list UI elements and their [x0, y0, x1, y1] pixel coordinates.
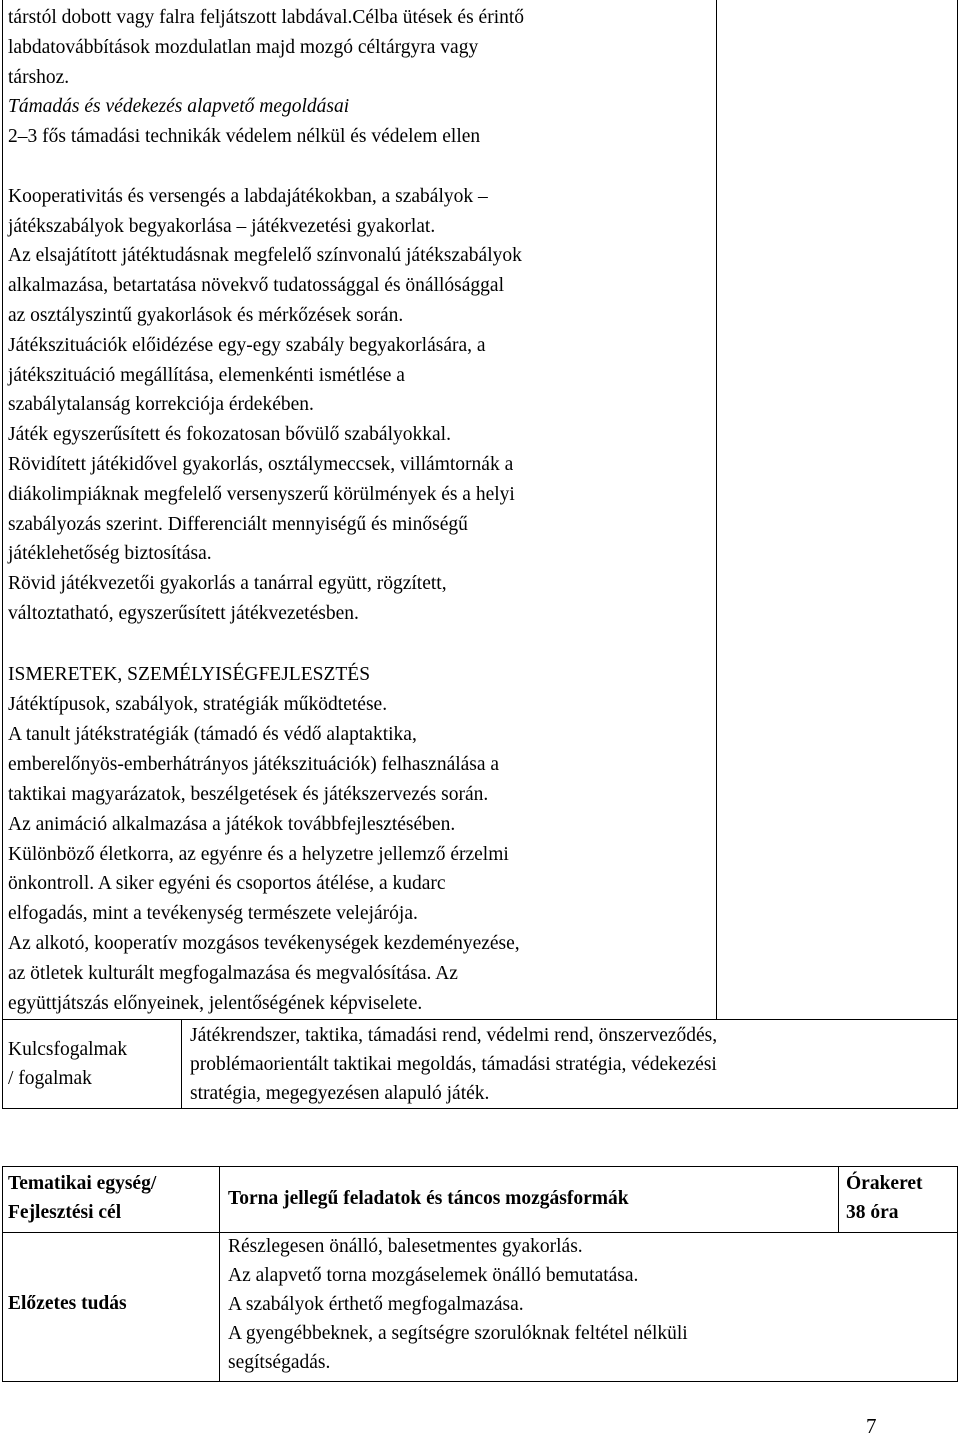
text-line: Az alapvető torna mozgáselemek önálló bemutatása.: [228, 1265, 639, 1286]
text-line: önkontroll. A siker egyéni és csoportos átélése, a kudarc: [8, 873, 446, 895]
text-line: problémaorientált taktikai megoldás, támadási stratégia, védekezési: [190, 1053, 717, 1075]
kulcsfogalmak-label: Kulcsfogalmak: [8, 1039, 128, 1060]
lower-table-bottom-border: [2, 1381, 958, 1382]
text-line: Játéktípusok, szabályok, stratégiák működtetése.: [8, 694, 388, 715]
text-line: együttjátszás előnyeinek, jelentőségének képviselete.: [8, 993, 423, 1014]
tematikai-label: Tematikai egység/: [8, 1173, 157, 1194]
text-line: Részlegesen önálló, balesetmentes gyakorlás.: [228, 1236, 583, 1257]
upper-table-divider: [716, 0, 717, 1019]
text-line: játéklehetőség biztosítása.: [8, 543, 212, 565]
text-line: 2–3 fős támadási technikák védelem nélkül és védelem ellen: [8, 126, 481, 148]
text-line: Rövid játékvezetői gyakorlás a tanárral együtt, rögzített,: [8, 573, 447, 595]
text-line: alkalmazása, betartatása növekvő tudatossággal és önállósággal: [8, 275, 504, 297]
text-line: szabályozás szerint. Differenciált mennyiségű és minőségű: [8, 513, 468, 535]
text-line: társhoz.: [8, 66, 70, 88]
text-line: változtatható, egyszerűsített játékvezetésben.: [8, 603, 359, 624]
text-line: elfogadás, mint a tevékenység természete velejárója.: [8, 903, 418, 925]
text-line: A szabályok érthető megfogalmazása.: [228, 1294, 524, 1315]
kulcsfogalmak-label-2: / fogalmak: [8, 1068, 92, 1089]
kulcsfogalmak-divider: [181, 1019, 182, 1108]
page-number: 7: [866, 1414, 877, 1438]
text-line: A gyengébbeknek, a segítségre szorulóknak feltétel nélküli: [228, 1323, 688, 1344]
elozetes-tudas-label: Előzetes tudás: [8, 1293, 127, 1314]
orakeret-label: Órakeret: [846, 1173, 923, 1194]
text-line: társtól dobott vagy falra feljátszott labdával.Célba ütések és érintő: [8, 7, 525, 28]
text-line: Rövidített játékidővel gyakorlás, osztálymeccsek, villámtornák a: [8, 454, 514, 475]
upper-table-bottom-border: [2, 1108, 958, 1109]
text-line: az osztályszintű gyakorlások és mérkőzések során.: [8, 305, 404, 326]
tematikai-title: Torna jellegű feladatok és táncos mozgásformák: [228, 1188, 629, 1209]
text-line: az ötletek kulturált megfogalmazása és megvalósítása. Az: [8, 963, 458, 985]
text-line: stratégia, megegyezésen alapuló játék.: [190, 1082, 490, 1104]
text-line: szabálytalanság korrekciója érdekében.: [8, 394, 314, 416]
text-line: diákolimpiáknak megfelelő versenyszerű körülmények és a helyi: [8, 483, 515, 505]
ismeretek-heading: ISMERETEK, SZEMÉLYISÉGFEJLESZTÉS: [8, 664, 371, 685]
upper-table-left-border: [2, 0, 3, 1108]
text-line: Játékszituációk előidézése egy-egy szabály begyakorlására, a: [8, 334, 486, 356]
text-line: Támadás és védekezés alapvető megoldásai: [8, 96, 350, 118]
fejlesztesi-cel-label: Fejlesztési cél: [8, 1202, 122, 1223]
text-line: labdatovábbítások mozdulatlan majd mozgó céltárgyra vagy: [8, 36, 479, 58]
lower-table-divider: [219, 1166, 220, 1382]
text-line: Játékrendszer, taktika, támadási rend, védelmi rend, önszerveződés,: [190, 1025, 718, 1046]
text-line: Az elsajátított játéktudásnak megfelelő színvonalú játékszabályok: [8, 245, 522, 267]
text-line: taktikai magyarázatok, beszélgetések és játékszervezés során.: [8, 783, 489, 805]
lower-table-top-border: [2, 1166, 958, 1167]
text-line: Játék egyszerűsített és fokozatosan bővülő szabályokkal.: [8, 424, 451, 446]
orakeret-divider: [838, 1166, 839, 1232]
text-line: játékszituáció megállítása, elemenkénti ismétlése a: [8, 364, 405, 386]
upper-table-right-border: [957, 0, 958, 1108]
text-line: Az alkotó, kooperatív mozgásos tevékenységek kezdeményezése,: [8, 933, 520, 955]
text-line: A tanult játékstratégiák (támadó és védő alaptaktika,: [8, 723, 417, 745]
text-line: segítségadás.: [228, 1352, 331, 1373]
lower-table-right-border: [957, 1166, 958, 1382]
orakeret-value: 38 óra: [846, 1202, 899, 1223]
text-line: Kooperativitás és versengés a labdajátékokban, a szabályok –: [8, 185, 488, 207]
text-line: emberelőnyös-emberhátrányos játékszituációk) felhasználása a: [8, 753, 500, 775]
lower-table-row-rule: [2, 1232, 958, 1233]
text-line: Különböző életkorra, az egyénre és a helyzetre jellemző érzelmi: [8, 843, 509, 865]
text-line: játékszabályok begyakorlása – játékvezetési gyakorlat.: [8, 215, 436, 237]
text-line: Az animáció alkalmazása a játékok továbbfejlesztésében.: [8, 813, 456, 835]
lower-table-left-border: [2, 1166, 3, 1382]
kulcsfogalmak-top-rule: [2, 1019, 958, 1020]
